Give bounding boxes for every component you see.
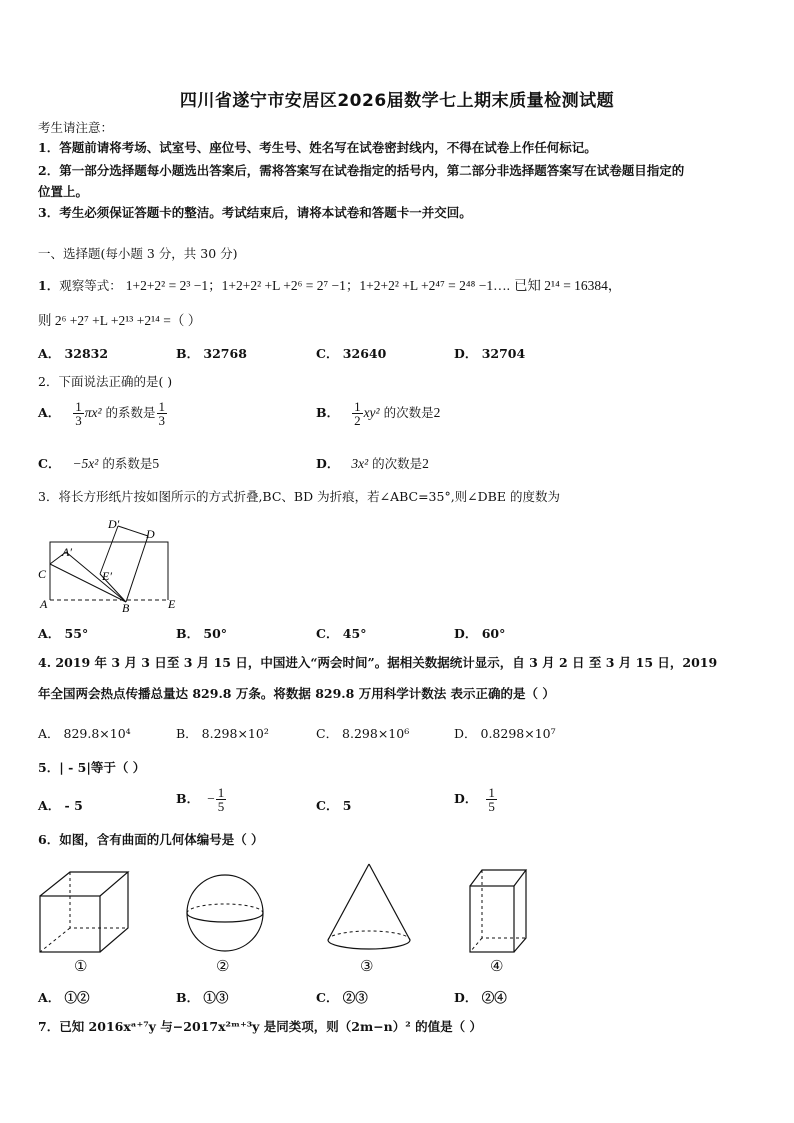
- notice-item: 3．考生必须保证答题卡的整洁。考试结束后，请将本试卷和答题卡一并交回。: [38, 205, 472, 220]
- option-a[interactable]: [38, 400, 168, 427]
- section-heading: 一、选择题(每小题 3 分，共 30 分): [38, 246, 238, 261]
- option-d[interactable]: [454, 786, 498, 813]
- option-value: 5: [152, 456, 160, 471]
- question-text: 观察等式：: [59, 278, 122, 293]
- point-label: A: [40, 597, 48, 611]
- question-1-stem: [38, 278, 621, 294]
- page-title: 四川省遂宁市安居区2026届数学七上期末质量检测试题: [179, 91, 615, 111]
- cone-base-front: [328, 940, 410, 949]
- fraction: [352, 400, 363, 427]
- question-3-stem: 3．将长方形纸片按如图所示的方式折叠,BC、BD 为折痕，若∠ABC=35°,则∠DBE 的度数为: [38, 489, 560, 504]
- point-label: D′: [108, 517, 120, 531]
- option-a[interactable]: A． - 5: [38, 798, 83, 813]
- option-b[interactable]: B． ①③: [176, 990, 229, 1005]
- option-c[interactable]: [38, 454, 159, 472]
- point-label: B: [122, 601, 130, 615]
- cone-edge: [369, 864, 410, 940]
- option-a[interactable]: A． 829.8×10⁴: [38, 726, 131, 741]
- option-label: C．: [38, 456, 61, 471]
- option-b[interactable]: [176, 786, 227, 813]
- expression: πx²: [84, 405, 102, 420]
- option-d[interactable]: D． ②④: [454, 990, 507, 1005]
- shape-label: ②: [216, 957, 230, 975]
- option-a[interactable]: A． 32832: [38, 346, 109, 361]
- expression: 3x²: [351, 456, 369, 471]
- expression: xy²: [363, 405, 380, 420]
- hidden-edge: [470, 938, 482, 952]
- fold-line-bd: [126, 536, 148, 602]
- minus-sign: −: [207, 791, 215, 806]
- sphere-equator-back: [187, 904, 263, 913]
- numerator: 1: [75, 399, 82, 414]
- option-b[interactable]: [316, 400, 440, 427]
- question-2-stem: 2．下面说法正确的是( ): [38, 374, 173, 389]
- shape-label: ③: [360, 957, 374, 975]
- option-c[interactable]: C． 5: [316, 798, 352, 813]
- option-label: A．: [38, 405, 61, 420]
- option-c[interactable]: C． 8.298×10⁶: [316, 726, 410, 741]
- option-b[interactable]: B． 32768: [176, 346, 247, 361]
- prism-side-face: [514, 870, 526, 952]
- option-label: D．: [316, 456, 340, 471]
- question-1-line2: 则 2⁶ +2⁷ +L +2¹³ +2¹⁴ =（ ）: [38, 313, 202, 328]
- notice-heading: 考生请注意：: [38, 120, 114, 135]
- folding-diagram: [36, 512, 186, 616]
- cube-top-face: [40, 872, 128, 896]
- folded-edge: [118, 526, 148, 536]
- option-b[interactable]: B． 50°: [176, 626, 228, 641]
- question-4-line2: 年全国两会热点传播总量达 829.8 万条。将数据 829.8 万用科学计数法 表示正确的是（ ）: [38, 686, 555, 701]
- option-label: B．: [316, 405, 340, 420]
- question-4-line1: 4. 2019 年 3 月 3 日至 3 月 15 日，中国进入“两会时间”。据相关数据统计显示，自 3 月 2 日 至 3 月 15 日，2019: [38, 655, 718, 670]
- denominator: 5: [488, 799, 495, 814]
- expression: −5x²: [72, 456, 99, 471]
- sphere-equator-front: [187, 913, 263, 922]
- option-label: B．: [176, 791, 200, 806]
- option-b[interactable]: B． 8.298×10²: [176, 726, 269, 741]
- option-d[interactable]: D． 60°: [454, 626, 506, 641]
- denominator: 3: [158, 413, 165, 428]
- notice-item: 1．答题前请将考场、试室号、座位号、考生号、姓名写在试卷密封线内，不得在试卷上作任何标记。: [38, 140, 597, 155]
- shape-label: ④: [490, 957, 504, 975]
- option-a[interactable]: A． ①②: [38, 990, 90, 1005]
- point-label: C: [38, 567, 47, 581]
- notice-item: 2．第一部分选择题每小题选出答案后，需将答案写在试卷指定的括号内，第二部分非选择题答案写在试卷题目指定的: [38, 163, 685, 178]
- numerator: 1: [488, 785, 495, 800]
- fraction: [216, 786, 227, 813]
- notice-item: 位置上。: [38, 184, 89, 199]
- point-label: A′: [62, 545, 72, 559]
- question-number: 1．: [38, 278, 60, 293]
- hidden-edge: [40, 928, 70, 952]
- numerator: 1: [217, 785, 225, 800]
- option-label: D．: [454, 791, 478, 806]
- option-c[interactable]: C． 32640: [316, 346, 387, 361]
- option-text: 的次数是: [383, 405, 434, 420]
- known-value: 已知 2¹⁴ = 16384，: [513, 278, 622, 293]
- cone-figure: [324, 862, 414, 958]
- fraction: [157, 400, 168, 427]
- fraction: [73, 400, 84, 427]
- point-label: D: [146, 527, 155, 541]
- prism-figure: [466, 864, 532, 956]
- option-d[interactable]: [316, 454, 429, 472]
- option-a[interactable]: A． 55°: [38, 626, 89, 641]
- denominator: 5: [217, 799, 225, 814]
- prism-front-face: [470, 886, 514, 952]
- option-value: 2: [422, 456, 429, 471]
- question-6-stem: 6．如图，含有曲面的几何体编号是（ ）: [38, 832, 264, 847]
- option-c[interactable]: C． 45°: [316, 626, 367, 641]
- shape-label: ①: [74, 957, 88, 975]
- cube-figure: [36, 866, 132, 956]
- prism-top-face: [470, 870, 526, 886]
- numerator: 1: [354, 399, 361, 414]
- sphere-outline: [187, 875, 263, 951]
- point-label: E′: [102, 569, 112, 583]
- denominator: 3: [75, 413, 82, 428]
- option-c[interactable]: C． ②③: [316, 990, 368, 1005]
- option-text: 的系数是: [102, 456, 153, 471]
- cone-edge: [328, 864, 369, 940]
- folded-edge: [100, 526, 118, 574]
- numerator: 1: [158, 399, 165, 414]
- point-label: E: [168, 597, 176, 611]
- option-text: 的次数是: [372, 456, 423, 471]
- option-d[interactable]: D． 32704: [454, 346, 526, 361]
- option-text: 的系数是: [105, 405, 156, 420]
- hidden-edges: [482, 870, 526, 938]
- sphere-figure: [182, 870, 268, 956]
- hidden-edges: [70, 872, 128, 928]
- equation: 1+2+2² = 2³ −1；1+2+2² +L +2⁶ = 2⁷ −1；1+2+2² +L +2⁴⁷ = 2⁴⁸ −1….: [125, 278, 510, 293]
- question-5-stem: 5．| - 5|等于（ ）: [38, 760, 146, 775]
- option-value: 2: [433, 405, 441, 420]
- fraction: [486, 786, 497, 813]
- cone-base-back: [328, 931, 410, 940]
- question-7-stem: 7．已知 2016xᵃ⁺⁷y 与−2017x²ᵐ⁺³y 是同类项，则（2m−n）² 的值是（ ）: [38, 1019, 482, 1034]
- denominator: 2: [354, 413, 361, 428]
- option-d[interactable]: D． 0.8298×10⁷: [454, 726, 556, 741]
